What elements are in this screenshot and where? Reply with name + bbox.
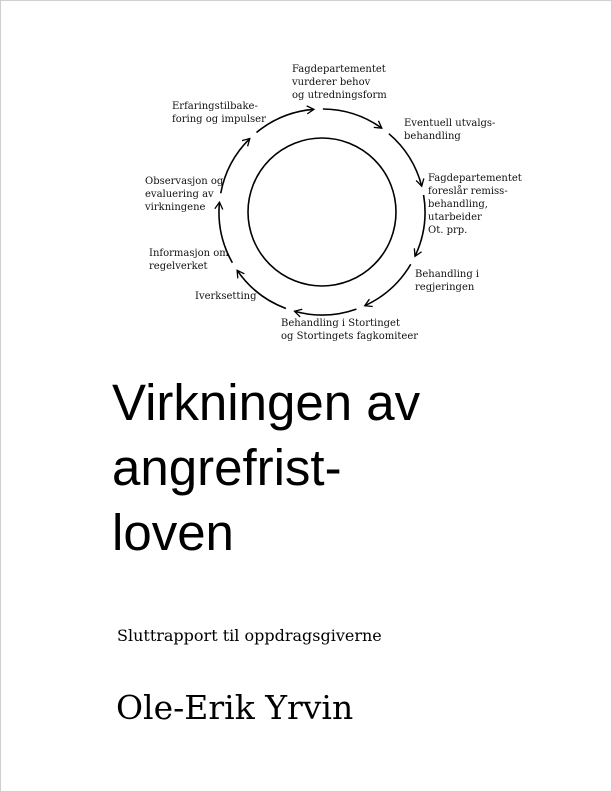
report-subtitle: Sluttrapport til oppdragsgiverne xyxy=(117,626,382,645)
report-title: Virkningen av angrefrist- loven xyxy=(112,374,421,561)
cycle-step-4: Behandling i regjeringen xyxy=(415,269,480,293)
cycle-arrow xyxy=(365,264,411,305)
cycle-arrow xyxy=(221,139,250,194)
cycle-arrow xyxy=(294,309,356,315)
cycle-arrows xyxy=(219,109,425,315)
cycle-step-6: Iverksetting xyxy=(195,291,257,302)
cycle-step-5: Behandling i Stortinget og Stortingets fagkomiteer xyxy=(281,318,419,342)
cycle-step-3: Fagdepartementet foreslår remiss- behandling, utarbeider Ot. prp. xyxy=(428,173,522,236)
inner-circle xyxy=(248,138,396,286)
cycle-arrow xyxy=(415,195,425,256)
report-author: Ole-Erik Yrvin xyxy=(116,688,354,727)
cycle-step-7: Informasjon om regelverket xyxy=(149,248,229,272)
cycle-step-2: Eventuell utvalgs- behandling xyxy=(404,118,496,142)
cycle-arrow xyxy=(323,109,382,128)
cycle-step-1: Fagdepartementet vurderer behov og utredningsform xyxy=(292,64,387,101)
cycle-step-9: Erfaringstilbake- foring og impulser xyxy=(172,101,266,125)
cycle-step-8: Observasjon og evaluering av virkningene xyxy=(145,176,224,213)
